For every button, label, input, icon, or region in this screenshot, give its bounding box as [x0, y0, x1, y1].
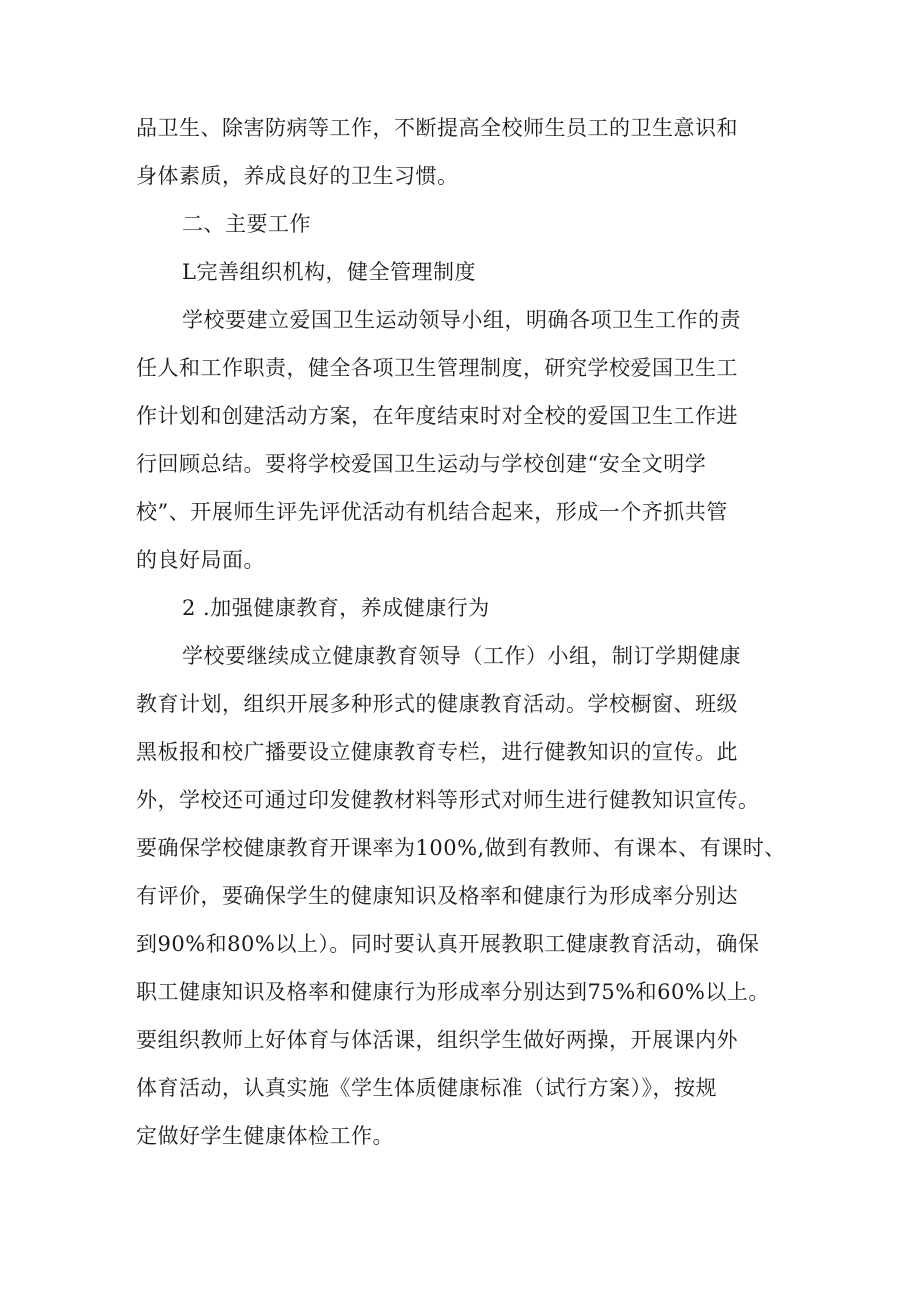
text-line: 定做好学生健康体检工作。: [136, 1124, 394, 1148]
section-heading: 二、主要工作: [182, 212, 311, 236]
text-line: 黑板报和校广播要设立健康教育专栏，进行健教知识的宣传。此: [136, 740, 738, 764]
subsection-heading: 2 .加强健康教育，养成健康行为: [182, 596, 490, 620]
text-line: 要组织教师上好体育与体活课，组织学生做好两操，开展课内外: [136, 1028, 738, 1052]
text-line: 任人和工作职责，健全各项卫生管理制度，研究学校爱国卫生工: [136, 356, 738, 380]
text-line: 有评价，要确保学生的健康知识及格率和健康行为形成率分别达: [136, 884, 738, 908]
text-line: 学校要继续成立健康教育领导（工作）小组，制订学期健康: [182, 644, 741, 668]
text-line: 行回顾总结。要将学校爱国卫生运动与学校创建“安全文明学: [136, 452, 707, 476]
text-line: 外，学校还可通过印发健教材料等形式对师生进行健教知识宣传。: [136, 788, 760, 812]
text-line: 职工健康知识及格率和健康行为形成率分别达到75%和60%以上。: [136, 980, 770, 1004]
text-line: 的良好局面。: [136, 548, 265, 572]
text-line: 到90%和80%以上）。同时要认真开展教职工健康教育活动，确保: [136, 932, 760, 956]
text-line: 教育计划，组织开展多种形式的健康教育活动。学校橱窗、班级: [136, 692, 738, 716]
document-body: [136, 104, 796, 1160]
text-line: 身体素质，养成良好的卫生习惯。: [136, 164, 459, 188]
text-line: 要确保学校健康教育开课率为100%,做到有教师、有课本、有课时、: [136, 836, 786, 860]
text-line: 作计划和创建活动方案，在年度结束时对全校的爱国卫生工作进: [136, 404, 738, 428]
text-line: 学校要建立爱国卫生运动领导小组，明确各项卫生工作的责: [182, 308, 741, 332]
text-line: 校”、开展师生评先评优活动有机结合起来，形成一个齐抓共管: [136, 500, 728, 524]
text-line: 体育活动，认真实施《学生体质健康标准（试行方案）》，按规: [136, 1076, 717, 1100]
text-line: 品卫生、除害防病等工作，不断提高全校师生员工的卫生意识和: [136, 116, 738, 140]
subsection-heading: L完善组织机构，健全管理制度: [182, 260, 476, 284]
